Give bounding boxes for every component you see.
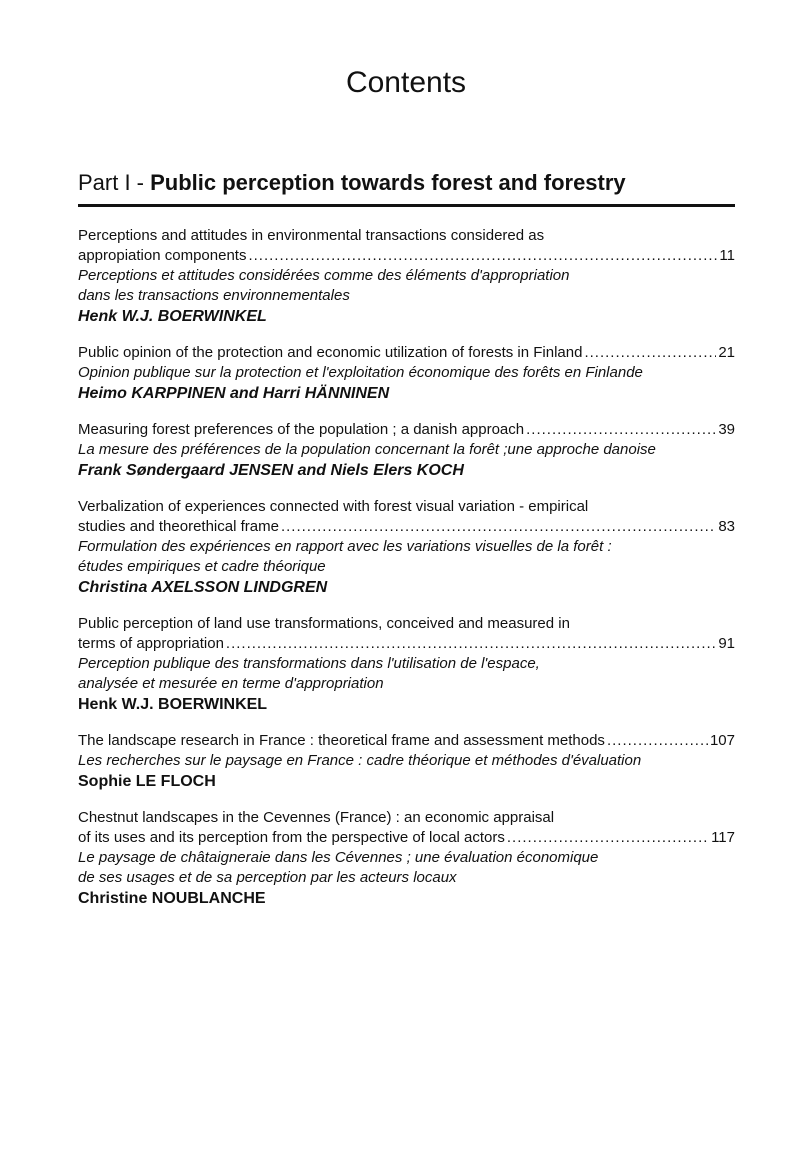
entry-title: Public opinion of the protection and economic utilization of forests in Finland: [78, 344, 583, 361]
entry-french-title: Perceptions et attitudes considérées comme des éléments d'appropriation: [78, 267, 570, 284]
entry-title-leader-line: [78, 420, 735, 440]
dot-leader: [281, 517, 716, 537]
entry-title: appropiation components: [78, 247, 247, 264]
part-prefix: Part I -: [78, 170, 151, 195]
entry-author: Henk W.J. BOERWINKEL: [78, 696, 268, 713]
page-number[interactable]: 107: [709, 732, 735, 749]
toc-entry[interactable]: [78, 614, 735, 715]
page-number[interactable]: 83: [718, 518, 735, 535]
entry-title: terms of appropriation: [78, 635, 224, 652]
toc-entry[interactable]: [78, 808, 735, 909]
entry-title: Measuring forest preferences of the population ; a danish approach: [78, 421, 525, 438]
heading-rule: [78, 204, 735, 207]
part-heading: [78, 170, 626, 196]
toc-entry[interactable]: [78, 497, 735, 598]
entry-title-leader-line: [78, 731, 735, 751]
toc-entry[interactable]: [78, 731, 735, 792]
entry-title: of its uses and its perception from the perspective of local actors: [78, 829, 505, 846]
entry-french-title: Formulation des expériences en rapport avec les variations visuelles de la forêt :: [78, 538, 612, 555]
entry-author: Henk W.J. BOERWINKEL: [78, 308, 267, 325]
entry-french-title: Les recherches sur le paysage en France : cadre théorique et méthodes d'évaluation: [78, 752, 642, 769]
dot-leader: [507, 828, 709, 848]
page-number[interactable]: 117: [711, 829, 735, 846]
entry-title-leader-line: [78, 517, 735, 537]
entry-title-leader-line: [78, 634, 735, 654]
page-number[interactable]: 91: [718, 635, 735, 652]
toc-entry[interactable]: [78, 343, 735, 404]
entry-author: Christina AXELSSON LINDGREN: [78, 579, 328, 596]
entry-author: Christine NOUBLANCHE: [78, 890, 266, 907]
entry-french-title: Opinion publique sur la protection et l'exploitation économique des forêts en Finlande: [78, 364, 643, 381]
toc-entries: [78, 226, 735, 925]
entry-french-title: Le paysage de châtaigneraie dans les Cévennes ; une évaluation économique: [78, 849, 599, 866]
entry-french-title: Perception publique des transformations dans l'utilisation de l'espace,: [78, 655, 540, 672]
part-title: Public perception towards forest and forestry: [150, 170, 626, 195]
page-number[interactable]: 21: [718, 344, 735, 361]
page-title: Contents: [345, 66, 467, 99]
dot-leader: [526, 420, 716, 440]
entry-title-line: Verbalization of experiences connected with forest visual variation - empirical: [78, 498, 589, 515]
entry-title: The landscape research in France : theoretical frame and assessment methods: [78, 732, 605, 749]
entry-title: studies and theorethical frame: [78, 518, 279, 535]
toc-entry[interactable]: [78, 420, 735, 481]
entry-title-leader-line: [78, 828, 735, 848]
dot-leader: [226, 634, 716, 654]
toc-entry[interactable]: [78, 226, 735, 327]
entry-french-title: de ses usages et de sa perception par les acteurs locaux: [78, 869, 457, 886]
entry-title-line: Public perception of land use transformations, conceived and measured in: [78, 615, 570, 632]
entry-title-leader-line: [78, 343, 735, 363]
entry-author: Sophie LE FLOCH: [78, 773, 216, 790]
entry-french-title: études empiriques et cadre théorique: [78, 558, 326, 575]
entry-title-leader-line: [78, 246, 735, 266]
dot-leader: [607, 731, 708, 751]
entry-author: Heimo KARPPINEN and Harri HÄNNINEN: [78, 385, 390, 402]
page-number[interactable]: 11: [719, 247, 735, 264]
entry-author: Frank Søndergaard JENSEN and Niels Elers KOCH: [78, 462, 464, 479]
page-number[interactable]: 39: [718, 421, 735, 438]
entry-title-line: Chestnut landscapes in the Cevennes (France) : an economic appraisal: [78, 809, 555, 826]
dot-leader: [584, 343, 716, 363]
entry-french-title: analysée et mesurée en terme d'appropriation: [78, 675, 384, 692]
entry-french-title: dans les transactions environnementales: [78, 287, 350, 304]
dot-leader: [248, 246, 717, 266]
entry-title-line: Perceptions and attitudes in environmental transactions considered as: [78, 227, 545, 244]
entry-french-title: La mesure des préférences de la population concernant la forêt ;une approche danoise: [78, 441, 656, 458]
